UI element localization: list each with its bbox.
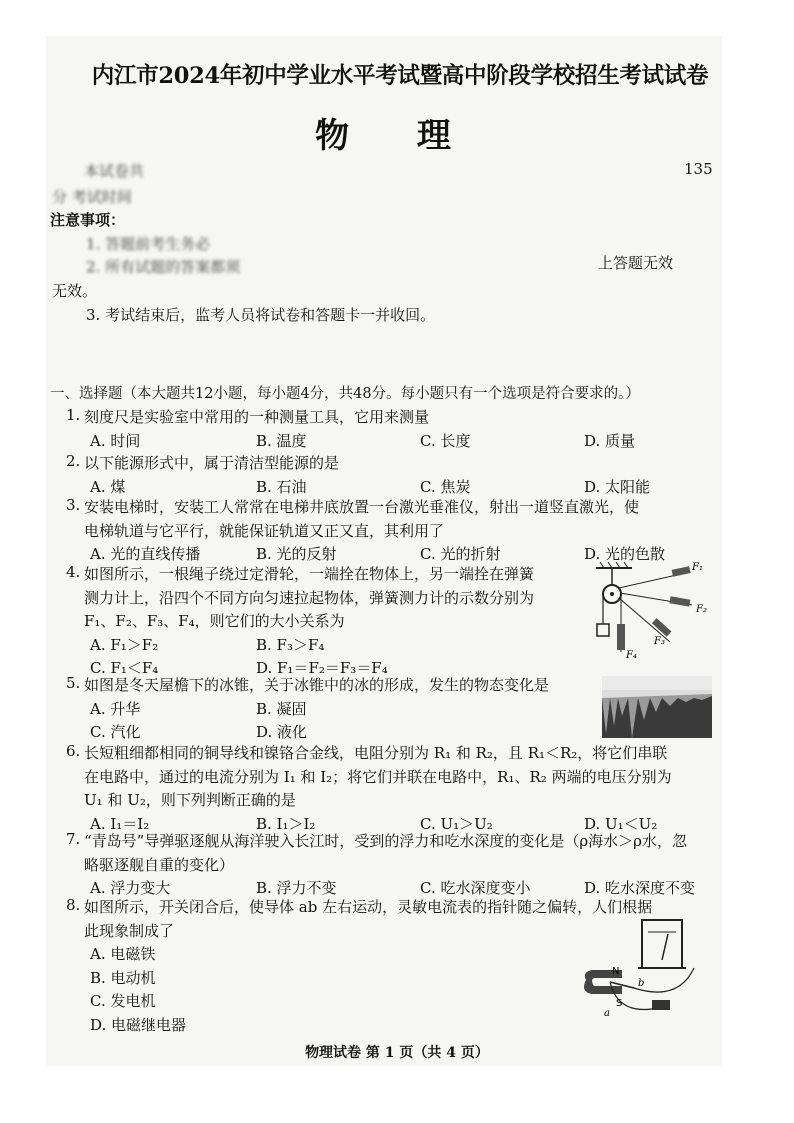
answer-option: D. 吃水深度不变 (584, 879, 696, 897)
answer-option: C. 焦炭 (420, 477, 471, 496)
question-stem-line: 电梯轨道与它平行，就能保证轨道又正又直，其利用了 (84, 521, 445, 540)
answer-option: B. 浮力不变 (256, 879, 337, 897)
answer-option: B. F₃＞F₄ (256, 635, 325, 654)
question-stem-line: 略驱逐舰自重的变化） (84, 855, 235, 874)
notice-2-wrap: 无效。 (52, 282, 98, 300)
answer-option: C. 长度 (420, 431, 471, 450)
question-number: 8. (66, 896, 81, 914)
notice-title: 注意事项： (50, 211, 126, 229)
answer-option: C. F₁＜F₄ (90, 659, 159, 677)
answer-option: C. 汽化 (90, 723, 141, 741)
question-number: 4. (66, 563, 81, 581)
question-number: 5. (66, 674, 81, 692)
question-stem-line: 如图是冬天屋檐下的冰锥，关于冰锥中的冰的形成，发生的物态变化是 (84, 676, 550, 694)
question-stem-line: U₁ 和 U₂，则下列判断正确的是 (84, 791, 296, 809)
answer-option: D. F₁＝F₂＝F₃＝F₄ (256, 659, 388, 677)
answer-option: D. 电磁继电器 (90, 1015, 187, 1034)
label-f3: F₃ (654, 636, 665, 647)
answer-option: B. 光的反射 (256, 545, 337, 563)
answer-option: D. 质量 (584, 431, 636, 450)
spring-scale-3-icon (652, 618, 672, 637)
label-s: S (616, 998, 623, 1009)
answer-option: A. 煤 (90, 477, 126, 496)
answer-option: D. U₁＜U₂ (584, 814, 658, 833)
question-stem-line: 如图所示，开关闭合后，使导体 ab 左右运动，灵敏电流表的指针随之偏转，人们根据 (84, 898, 653, 916)
question-number: 7. (66, 830, 81, 848)
intro-line2-left: 分 考试时间 (52, 188, 132, 206)
answer-option: B. 凝固 (256, 699, 307, 718)
answer-option: C. 发电机 (90, 992, 156, 1010)
label-n: N (612, 966, 620, 977)
question-number: 1. (66, 406, 81, 424)
ceiling-hatch-icon (596, 562, 632, 568)
switch-icon (652, 1000, 670, 1010)
section-heading: 一、选择题（本大题共12小题，每小题4分，共48分。每小题只有一个选项是符合要求的。） (50, 386, 640, 402)
generator-figure (578, 916, 708, 1020)
question-stem-line: 如图所示，一根绳子绕过定滑轮，一端拴在物体上，另一端拴在弹簧 (84, 565, 535, 583)
answer-option: A. 光的直线传播 (90, 545, 201, 563)
spring-scale-4-icon (617, 624, 625, 650)
icicle-photo (602, 676, 712, 738)
question-stem-line: “青岛号”导弹驱逐舰从海洋驶入长江时，受到的浮力和吃水深度的变化是（ρ海水＞ρ水，忽 (84, 832, 687, 850)
spring-scale-2-icon (669, 596, 690, 606)
answer-option: A. F₁＞F₂ (90, 635, 159, 654)
answer-option: B. 石油 (256, 477, 307, 496)
notice-1: 1. 答题前考生务必 (86, 235, 211, 253)
intro-line1-left: 本试卷共 (84, 162, 145, 180)
question-stem-line: 在电路中，通过的电流分别为 I₁ 和 I₂；将它们并联在电路中，R₁、R₂ 两端的电压分别为 (84, 767, 672, 786)
notice-2-right: 上答题无效 (598, 254, 674, 272)
question-stem-line: F₁、F₂、F₃、F₄，则它们的大小关系为 (84, 612, 345, 630)
answer-option: B. I₁＞I₂ (256, 814, 316, 833)
galvanometer-icon (642, 920, 682, 968)
answer-option: D. 光的色散 (584, 545, 666, 563)
exam-title: 内江市2024年初中学业水平考试暨高中阶段学校招生考试试卷 (91, 63, 709, 89)
answer-option: C. 吃水深度变小 (420, 879, 531, 897)
question-stem-line: 长短粗细都相同的铜导线和镍铬合金线，电阻分别为 R₁ 和 R₂，且 R₁＜R₂，将它们串联 (84, 744, 668, 762)
label-f2: F₂ (696, 604, 707, 615)
answer-option: C. U₁＞U₂ (420, 814, 493, 833)
page-footer: 物理试卷 第 1 页（共 4 页） (305, 1045, 489, 1061)
answer-option: A. 电磁铁 (90, 945, 156, 963)
label-b: b (638, 978, 645, 989)
answer-option: D. 液化 (256, 723, 308, 741)
question-stem-line: 刻度尺是实验室中常用的一种测量工具，它用来测量 (84, 408, 430, 426)
hanging-block-icon (597, 624, 609, 636)
intro-line1-right: 135 (684, 160, 713, 178)
question-stem-line: 测力计上，沿四个不同方向匀速拉起物体，弹簧测力计的示数分别为 (84, 588, 535, 607)
answer-option: A. 浮力变大 (90, 879, 171, 897)
label-f4: F₄ (626, 650, 637, 660)
answer-option: A. I₁＝I₂ (90, 814, 150, 833)
label-f1: F₁ (692, 562, 703, 573)
spring-scale-1-icon (672, 566, 691, 577)
question-number: 2. (66, 452, 81, 470)
answer-option: D. 太阳能 (584, 477, 651, 496)
answer-option: A. 时间 (90, 431, 141, 450)
notice-3: 3. 考试结束后，监考人员将试卷和答题卡一并收回。 (86, 306, 436, 324)
answer-option: B. 温度 (256, 431, 307, 450)
question-number: 3. (66, 496, 81, 514)
question-stem-line: 以下能源形式中，属于清洁型能源的是 (84, 454, 340, 472)
question-stem-line: 安装电梯时，安装工人常常在电梯井底放置一台激光垂准仪，射出一道竖直激光，使 (84, 498, 640, 516)
notice-2: 2. 所有试题的答案都须 (86, 258, 241, 276)
answer-option: B. 电动机 (90, 968, 156, 987)
question-number: 6. (66, 742, 81, 760)
pulley-figure (592, 560, 714, 660)
answer-option: C. 光的折射 (420, 545, 501, 563)
label-a: a (604, 1008, 610, 1019)
question-stem-line: 此现象制成了 (84, 921, 175, 940)
answer-option: A. 升华 (90, 699, 141, 718)
subject-title: 物 理 (315, 116, 479, 156)
